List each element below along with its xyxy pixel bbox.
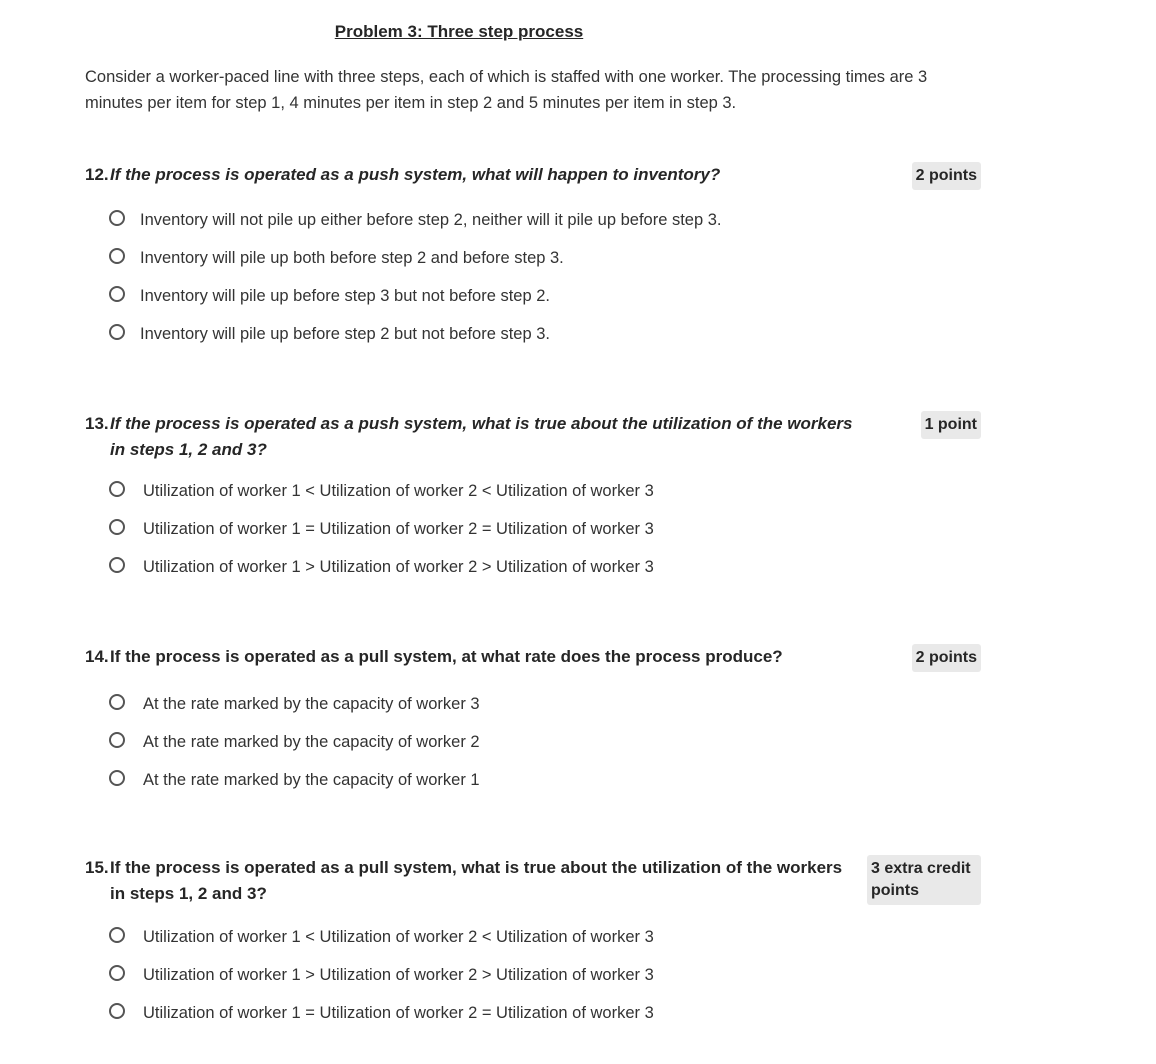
answer-label: Utilization of worker 1 > Utilization of worker 2 > Utilization of worker 3 xyxy=(143,965,654,984)
points-badge: 1 point xyxy=(921,411,981,439)
answer-label: Inventory will pile up both before step 2 and before step 3. xyxy=(140,248,564,267)
answer-label: Inventory will not pile up either before step 2, neither will it pile up before step 3. xyxy=(140,210,722,229)
question-header xyxy=(85,644,981,670)
answer-label: At the rate marked by the capacity of worker 3 xyxy=(143,694,480,713)
answer-options xyxy=(109,918,654,1032)
points-badge: 2 points xyxy=(912,162,981,190)
question-12 xyxy=(85,162,981,343)
answer-label: Inventory will pile up before step 2 but not before step 3. xyxy=(140,324,551,343)
radio-button-icon[interactable] xyxy=(109,694,125,710)
question-text: If the process is operated as a pull system, at what rate does the process produce? xyxy=(110,647,783,666)
question-text: If the process is operated as a pull system, what is true about the utilization of the workers in steps 1, 2 and 3? xyxy=(110,858,843,903)
points-badge: 3 extra credit points xyxy=(867,855,981,905)
answer-option[interactable] xyxy=(109,201,722,239)
question-number: 14. xyxy=(85,647,109,666)
question-text: If the process is operated as a push system, what is true about the utilization of the workers in steps 1, 2 and 3? xyxy=(110,414,853,459)
radio-button-icon[interactable] xyxy=(109,1003,125,1019)
question-header xyxy=(85,855,981,907)
radio-button-icon[interactable] xyxy=(109,519,125,535)
answer-label: Utilization of worker 1 = Utilization of worker 2 = Utilization of worker 3 xyxy=(143,519,654,538)
question-header xyxy=(85,162,981,188)
answer-options xyxy=(109,472,654,586)
radio-button-icon[interactable] xyxy=(109,481,125,497)
answer-option[interactable] xyxy=(109,510,654,548)
answer-option[interactable] xyxy=(109,994,654,1032)
answer-label: Utilization of worker 1 > Utilization of worker 2 > Utilization of worker 3 xyxy=(143,557,654,576)
problem-title: Problem 3: Three step process xyxy=(334,22,584,41)
answer-option[interactable] xyxy=(109,685,480,723)
radio-button-icon[interactable] xyxy=(109,324,125,340)
radio-button-icon[interactable] xyxy=(109,286,125,302)
question-15 xyxy=(85,855,981,1022)
answer-option[interactable] xyxy=(109,315,722,353)
answer-option[interactable] xyxy=(109,277,722,315)
radio-button-icon[interactable] xyxy=(109,732,125,748)
question-text: If the process is operated as a push system, what will happen to inventory? xyxy=(110,165,721,184)
question-number: 12. xyxy=(85,165,109,184)
radio-button-icon[interactable] xyxy=(109,210,125,226)
radio-button-icon[interactable] xyxy=(109,927,125,943)
answer-options xyxy=(109,201,722,353)
answer-options xyxy=(109,685,480,799)
answer-label: Inventory will pile up before step 3 but not before step 2. xyxy=(140,286,551,305)
points-badge: 2 points xyxy=(912,644,981,672)
question-14 xyxy=(85,644,981,789)
question-header xyxy=(85,411,981,463)
problem-intro: Consider a worker-paced line with three steps, each of which is staffed with one worker. The processing times are 3 minutes per item for step 1, 4 minutes per item in step 2 and 5 minutes per item in step 3. xyxy=(85,68,928,112)
answer-label: At the rate marked by the capacity of worker 1 xyxy=(143,770,480,789)
answer-option[interactable] xyxy=(109,239,722,277)
answer-option[interactable] xyxy=(109,548,654,586)
radio-button-icon[interactable] xyxy=(109,770,125,786)
question-number: 15. xyxy=(85,858,109,877)
radio-button-icon[interactable] xyxy=(109,248,125,264)
question-number: 13. xyxy=(85,414,109,433)
answer-label: Utilization of worker 1 = Utilization of worker 2 = Utilization of worker 3 xyxy=(143,1003,654,1022)
answer-option[interactable] xyxy=(109,918,654,956)
answer-option[interactable] xyxy=(109,761,480,799)
answer-label: At the rate marked by the capacity of worker 2 xyxy=(143,732,480,751)
answer-option[interactable] xyxy=(109,472,654,510)
answer-label: Utilization of worker 1 < Utilization of worker 2 < Utilization of worker 3 xyxy=(143,927,654,946)
radio-button-icon[interactable] xyxy=(109,557,125,573)
answer-label: Utilization of worker 1 < Utilization of worker 2 < Utilization of worker 3 xyxy=(143,481,654,500)
answer-option[interactable] xyxy=(109,956,654,994)
question-13 xyxy=(85,411,981,576)
answer-option[interactable] xyxy=(109,723,480,761)
radio-button-icon[interactable] xyxy=(109,965,125,981)
